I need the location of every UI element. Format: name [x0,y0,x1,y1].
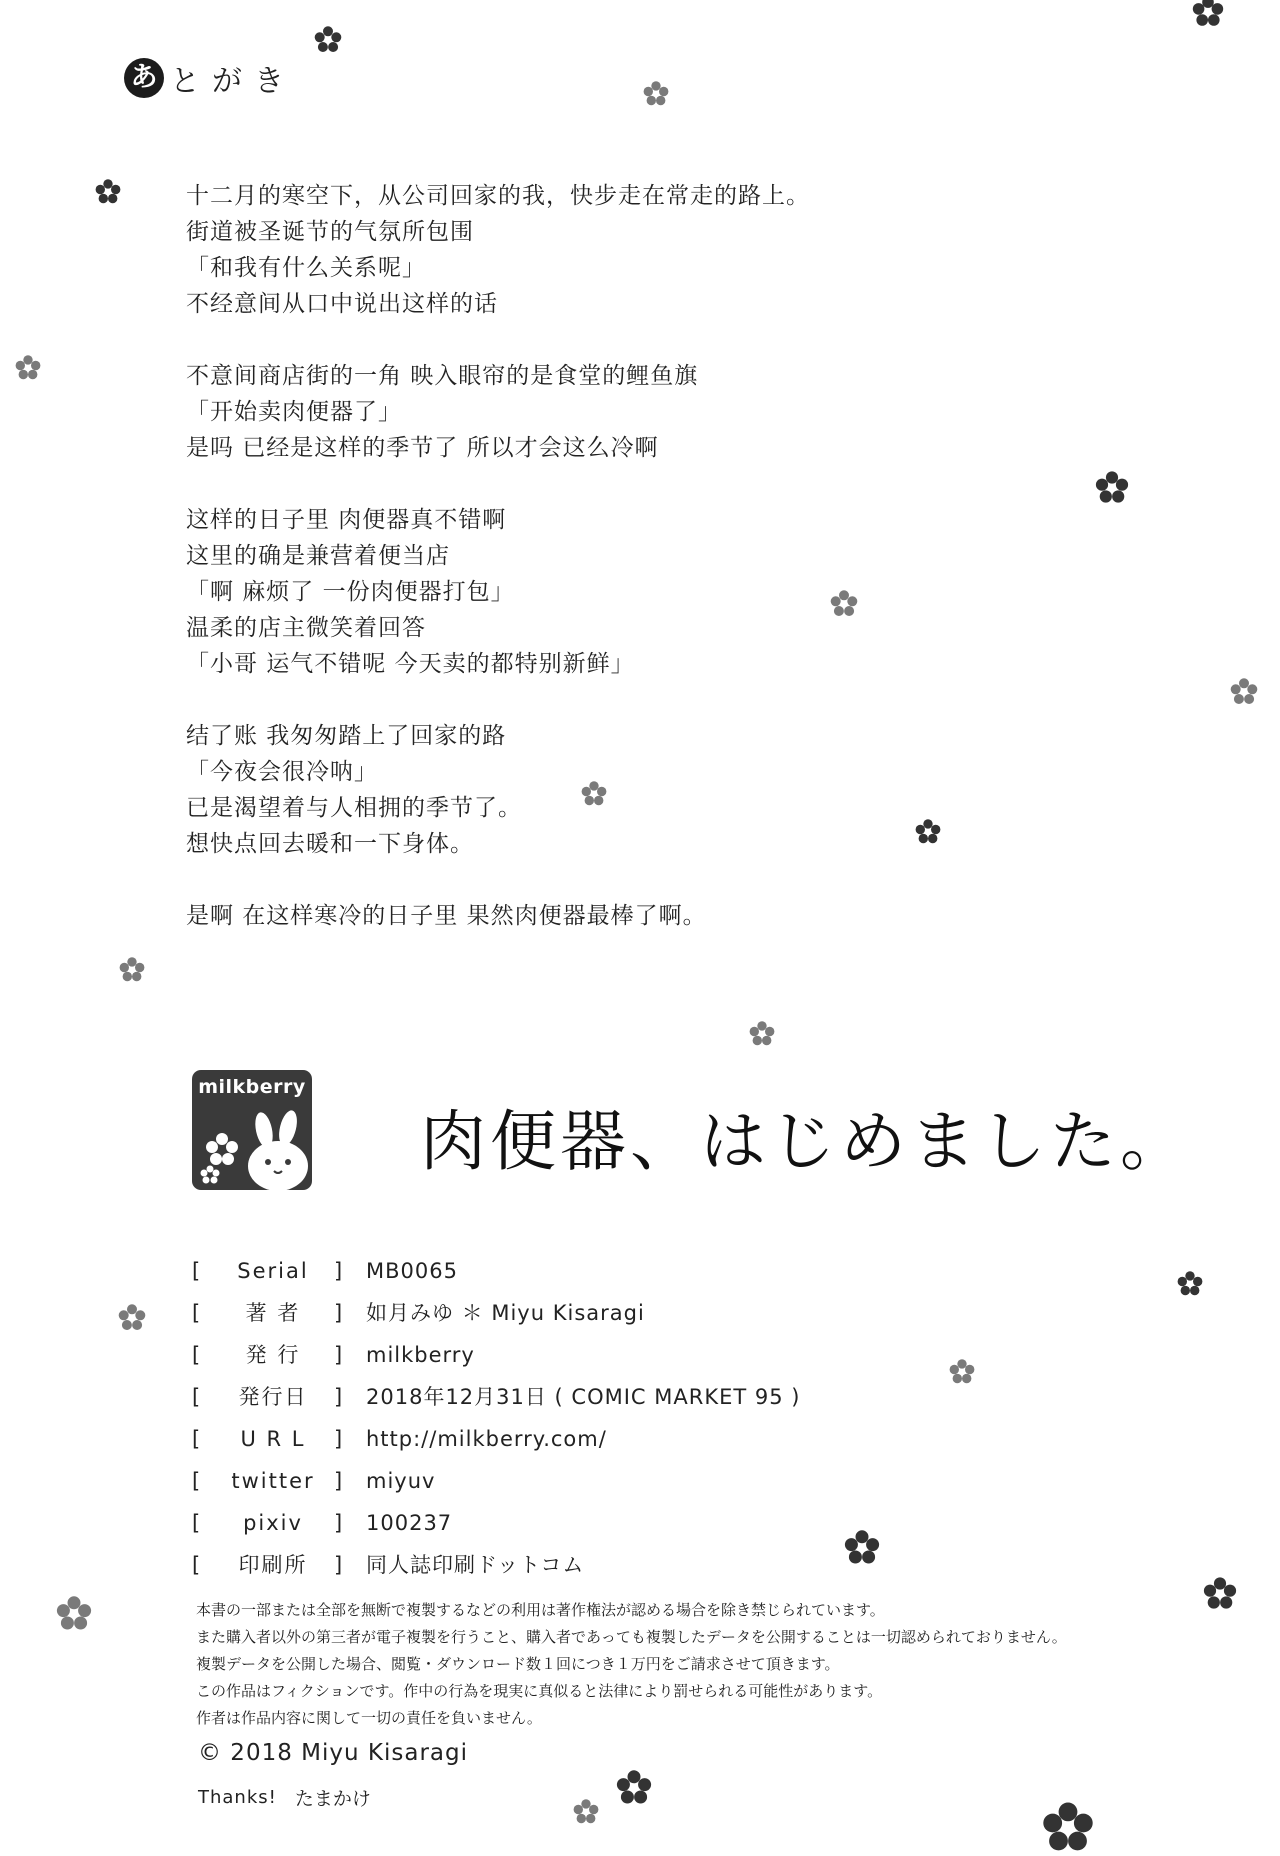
flower-icon [641,79,671,109]
info-value: 2018年12月31日 ( COMIC MARKET 95 ) [366,1385,801,1409]
info-label [192,1544,366,1586]
info-label-text: 発 行 [245,1343,301,1367]
bracket-close: ] [334,1343,345,1367]
info-value: 100237 [366,1511,453,1535]
info-row [192,1250,800,1292]
book-title: 肉便器、はじめました。 [420,1103,1190,1180]
bracket-close: ] [334,1427,345,1451]
thanks-name: たまかけ [294,1788,371,1810]
bracket-open: [ [192,1511,203,1535]
info-row [192,1418,800,1460]
logo-text: milkberry [198,1076,306,1098]
bracket-open: [ [192,1259,203,1283]
bracket-open: [ [192,1427,203,1451]
bracket-open: [ [192,1469,203,1493]
flower-icon [117,955,147,985]
info-label [192,1376,366,1418]
info-row [192,1292,800,1334]
info-row [192,1334,800,1376]
story-line: 「小哥 运气不错呢 今天卖的都特别新鲜」 [186,651,635,677]
story-line: 是啊 在这样寒冷的日子里 果然肉便器最棒了啊。 [186,903,707,929]
flower-icon [1093,469,1131,507]
afterword-heading-circle: あ [124,58,164,98]
info-label [192,1250,366,1292]
notice-line: 複製データを公開した場合、閲覧・ダウンロード数１回につき１万円をご請求させて頂きます。 [196,1655,840,1673]
flower-icon [1201,1575,1239,1613]
story-line: 「和我有什么关系呢」 [186,255,426,281]
info-label-text: U R L [240,1427,306,1451]
flower-icon [1190,0,1226,30]
copyright: © 2018 Miyu Kisaragi [198,1740,468,1766]
story-line: 「开始卖肉便器了」 [186,399,402,425]
afterword-heading-text: とがき [170,64,296,99]
info-value[interactable]: http://milkberry.com/ [366,1427,607,1451]
notice-line: この作品はフィクションです。作中の行為を現実に真似ると法律により罰せられる可能性があります。 [196,1682,883,1700]
story-gap [186,682,1086,718]
story-line: 想快点回去暖和一下身体。 [186,831,474,857]
thanks-line [198,1784,371,1811]
info-label-text: Serial [237,1259,309,1283]
bracket-close: ] [334,1385,345,1409]
info-row [192,1376,800,1418]
flower-icon [1040,1800,1096,1856]
bracket-open: [ [192,1301,203,1325]
story-gap [186,322,1086,358]
thanks-label: Thanks! [198,1787,277,1808]
story-gap [186,862,1086,898]
notice-line: また購入者以外の第三者が電子複製を行うこと、購入者であっても複製したデータを公開することは一切認められておりません。 [196,1628,1067,1646]
flower-icon [842,1528,882,1568]
info-label-text: 発行日 [238,1385,308,1409]
notice-line: 作者は作品内容に関して一切の責任を負いません。 [196,1709,542,1727]
legal-notice [196,1597,1067,1732]
story-line: 这样的日子里 肉便器真不错啊 [186,507,507,533]
story-line: 已是渴望着与人相拥的季节了。 [186,795,522,821]
flower-icon [93,177,123,207]
flower-icon [614,1768,654,1808]
bracket-open: [ [192,1343,203,1367]
notice-line: 本書の一部または全部を無断で複製するなどの利用は著作権法が認める場合を除き禁じられています。 [196,1601,885,1619]
story-line: 「啊 麻烦了 一份肉便器打包」 [186,579,515,605]
info-row [192,1460,800,1502]
bracket-open: [ [192,1385,203,1409]
colophon-info [192,1250,800,1586]
story-line: 不意间商店街的一角 映入眼帘的是食堂的鲤鱼旗 [186,363,699,389]
flower-icon [13,353,43,383]
flower-icon [1228,676,1260,708]
bracket-close: ] [334,1469,345,1493]
info-value: 如月みゆ ＊ Miyu Kisaragi [366,1301,645,1325]
flower-icon [1175,1269,1205,1299]
info-value: miyuv [366,1469,436,1493]
story-line: 「今夜会很冷呐」 [186,759,378,785]
story-line: 十二月的寒空下，从公司回家的我，快步走在常走的路上。 [186,183,810,209]
info-label [192,1292,366,1334]
bracket-close: ] [334,1553,345,1577]
info-label [192,1502,366,1544]
info-value: MB0065 [366,1259,458,1283]
bracket-close: ] [334,1259,345,1283]
story-line: 温柔的店主微笑着回答 [186,615,426,641]
flower-icon [116,1302,148,1334]
flower-icon [571,1797,601,1827]
flower-icon [947,1357,977,1387]
milkberry-logo [192,1070,312,1190]
story-gap [186,466,1086,502]
info-label [192,1334,366,1376]
info-label-text: pixiv [243,1511,303,1535]
info-value: 同人誌印刷ドットコム [366,1553,585,1577]
bracket-open: [ [192,1553,203,1577]
afterword-story [186,178,1086,934]
afterword-heading [124,56,296,100]
info-value: milkberry [366,1343,475,1367]
story-line: 街道被圣诞节的气氛所包围 [186,219,474,245]
story-line: 结了账 我匆匆踏上了回家的路 [186,723,507,749]
flower-icon [312,24,344,56]
info-label [192,1418,366,1460]
story-line: 是吗 已经是这样的季节了 所以才会这么冷啊 [186,435,659,461]
info-label-text: 著 者 [245,1301,301,1325]
info-label [192,1460,366,1502]
flower-icon [747,1019,777,1049]
bracket-close: ] [334,1301,345,1325]
flower-icon [54,1594,94,1634]
bracket-close: ] [334,1511,345,1535]
info-label-text: 印刷所 [238,1553,308,1577]
info-label-text: twitter [231,1469,315,1493]
story-line: 不经意间从口中说出这样的话 [186,291,498,317]
info-row [192,1502,800,1544]
story-line: 这里的确是兼营着便当店 [186,543,450,569]
info-row [192,1544,800,1586]
